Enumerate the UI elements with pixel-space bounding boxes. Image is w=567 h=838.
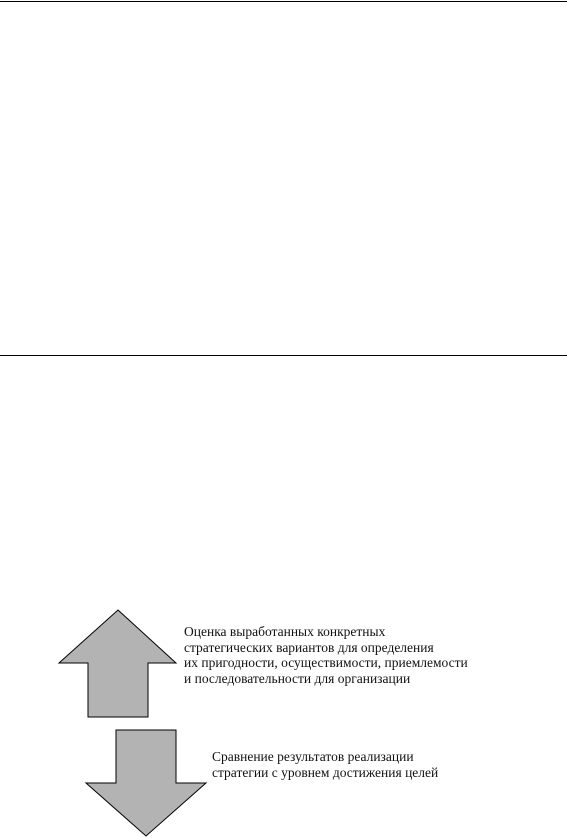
down-caption-line-2: стратегии с уровнем достижения целей [212, 764, 439, 780]
down-caption-line-1: Сравнение результатов реализации [212, 749, 414, 764]
down-arrow-caption [212, 749, 438, 780]
up-arrow-shape [59, 610, 176, 717]
up-caption-line-4: и последовательности для организации [184, 670, 411, 686]
down-arrow-shape [86, 730, 206, 836]
up-caption-line-2: стратегических вариантов для определения [184, 639, 434, 655]
up-caption-line-1: Оценка выработанных конкретных [184, 624, 386, 639]
up-caption-line-3: их пригодности, осуществимости, приемлемости [184, 655, 468, 670]
up-arrow-caption [184, 624, 468, 686]
